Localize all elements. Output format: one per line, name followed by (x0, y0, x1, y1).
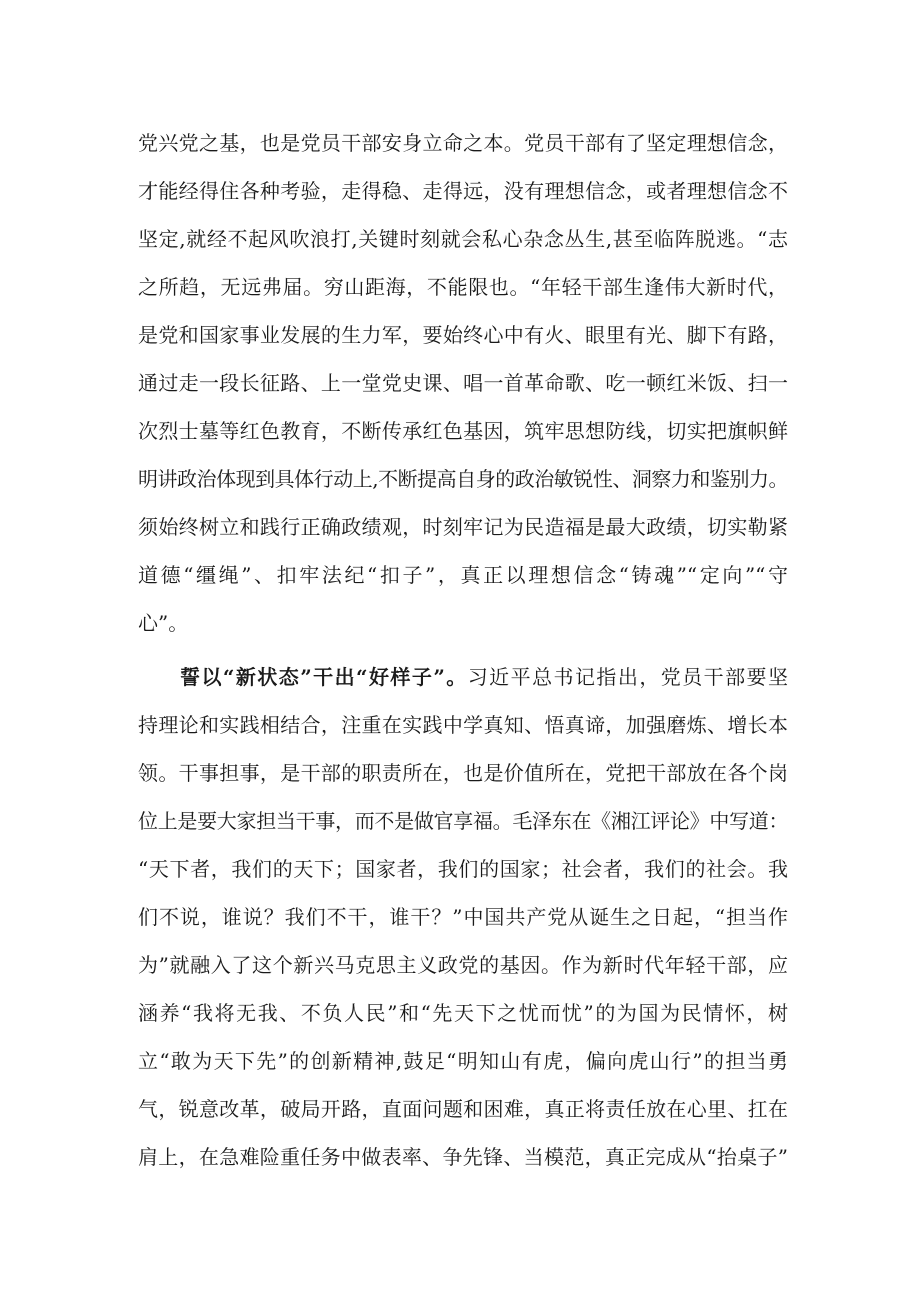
text-line: 须始终树立和践行正确政绩观，时刻牢记为民造福是最大政绩，切实勒紧 (138, 515, 788, 539)
text-line: 次烈士墓等红色教育，不断传承红色基因，筑牢思想防线，切实把旗帜鲜 (138, 419, 788, 443)
text-line: 心”。 (138, 611, 189, 635)
text-line: 道德“缰绳”、扣牢法纪“扣子”，真正以理想信念“铸魂”“定向”“守 (138, 563, 788, 587)
text-line: 们不说，谁说？我们不干，谁干？”中国共产党从诞生之日起，“担当作 (138, 905, 788, 929)
text-line: 坚定,就经不起风吹浪打,关键时刻就会私心杂念丛生,甚至临阵脱逃。“志 (138, 227, 788, 251)
text-line: 之所趋，无远弗届。穷山距海，不能限也。“年轻干部生逢伟大新时代， (138, 275, 788, 299)
text-line: 明讲政治体现到具体行动上,不断提高自身的政治敏锐性、洞察力和鉴别力。 (138, 467, 788, 491)
text-line: 党兴党之基，也是党员干部安身立命之本。党员干部有了坚定理想信念， (138, 131, 788, 155)
text-line: 肩上，在急难险重任务中做表率、争先锋、当模范，真正完成从“抬桌子” (138, 1145, 788, 1169)
text-span: 习近平总书记指出，党员干部要坚 (467, 665, 789, 689)
text-line: 是党和国家事业发展的生力军，要始终心中有火、眼里有光、脚下有路， (138, 323, 788, 347)
text-line: 位上是要大家担当干事，而不是做官享福。毛泽东在《湘江评论》中写道： (138, 809, 788, 833)
paragraph-heading: 誓以“新状态”干出“好样子”。 (180, 665, 468, 689)
text-line: 气，锐意改革，破局开路，直面问题和困难，真正将责任放在心里、扛在 (138, 1097, 788, 1121)
text-line: 涵养“我将无我、不负人民”和“先天下之忧而忧”的为国为民情怀，树 (138, 1001, 788, 1025)
text-line: 才能经得住各种考验，走得稳、走得远，没有理想信念，或者理想信念不 (138, 179, 788, 203)
text-line: 领。干事担事，是干部的职责所在，也是价值所在，党把干部放在各个岗 (138, 761, 788, 785)
text-line: “天下者，我们的天下；国家者，我们的国家；社会者，我们的社会。我 (138, 857, 788, 881)
text-line: 为”就融入了这个新兴马克思主义政党的基因。作为新时代年轻干部，应 (138, 953, 788, 977)
text-line: 通过走一段长征路、上一堂党史课、唱一首革命歌、吃一顿红米饭、扫一 (138, 371, 788, 395)
text-line: 立“敢为天下先”的创新精神,鼓足“明知山有虎，偏向虎山行”的担当勇 (138, 1049, 788, 1073)
paragraph-first-line (180, 662, 788, 692)
text-line: 持理论和实践相结合，注重在实践中学真知、悟真谛，加强磨炼、增长本 (138, 713, 788, 737)
